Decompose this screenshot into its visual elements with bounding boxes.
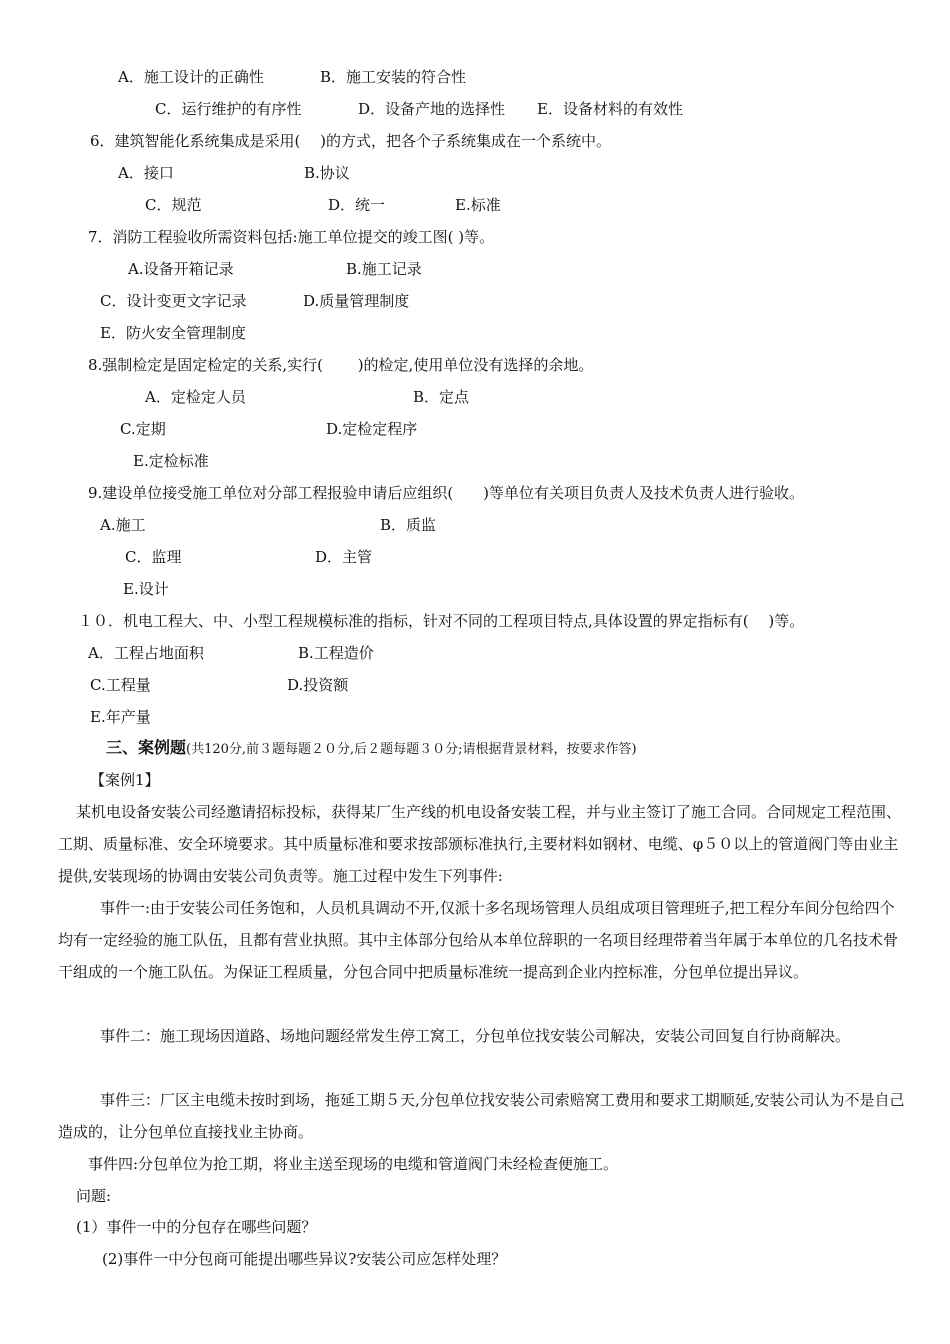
case-question-2: (2)事件一中分包商可能提出哪些异议?安装公司应怎样处理？ <box>102 1250 507 1268</box>
option-e: E．设备材料的有效性 <box>537 100 683 118</box>
option-d: D.质量管理制度 <box>303 292 410 310</box>
option-a: A.施工 <box>100 516 146 534</box>
case-question-1: (1）事件一中的分包存在哪些问题？ <box>76 1218 317 1236</box>
option-d: D．统一 <box>328 196 386 214</box>
section-heading <box>106 738 637 760</box>
question-stem: 8.强制检定是固定检定的关系,实行( )的检定,使用单位没有选择的余地。 <box>88 356 594 374</box>
question-stem: 7．消防工程验收所需资料包括:施工单位提交的竣工图( )等。 <box>88 228 495 246</box>
section-note: (共120分,前３题每题２０分,后２题每题３０分;请根据背景材料，按要求作答) <box>186 742 637 757</box>
option-e: E.定检标准 <box>133 452 209 470</box>
option-b: B．施工安装的符合性 <box>320 68 467 86</box>
event-1: 事件一:由于安装公司任务饱和，人员机具调动不开,仅派十多名现场管理人员组成项目管理班子,把工程分车间分包给四个均有一定经验的施工队伍，且都有营业执照。其中主体部分包给从本单位辞职的一名项目经理带着当年属于本单位的几名技术骨干组成的一个施工队伍。为保证工程质量，分包合同中把质量标准统一提高到企业内控标准，分包单位提出异议。 <box>58 899 899 981</box>
option-a: A．工程占地面积 <box>88 644 204 662</box>
option-a: A．接口 <box>118 164 174 182</box>
option-e: E.年产量 <box>90 708 151 726</box>
option-b: B．定点 <box>413 388 470 406</box>
option-a: A.设备开箱记录 <box>128 260 234 278</box>
event-4: 事件四:分包单位为抢工期，将业主送至现场的电缆和管道阀门未经检查便施工。 <box>88 1155 619 1173</box>
section-title: 三、案例题 <box>106 738 187 757</box>
question-stem: １０．机电工程大、中、小型工程规模标准的指标，针对不同的工程项目特点,具体设置的界定指标有( )等。 <box>78 612 805 630</box>
option-c: C．规范 <box>145 196 202 214</box>
case-label: 【案例1】 <box>90 771 160 789</box>
event-2: 事件二：施工现场因道路、场地问题经常发生停工窝工，分包单位找安装公司解决，安装公司回复自行协商解决。 <box>100 1027 851 1045</box>
questions-label: 问题: <box>76 1187 112 1205</box>
option-b: B．质监 <box>380 516 437 534</box>
option-a: A．施工设计的正确性 <box>118 68 264 86</box>
option-d: D.投资额 <box>287 676 349 694</box>
option-b: B.工程造价 <box>298 644 374 662</box>
option-d: D．设备产地的选择性 <box>358 100 506 118</box>
option-e: E．防火安全管理制度 <box>100 324 246 342</box>
option-e: E.设计 <box>123 580 169 598</box>
option-a: A．定检定人员 <box>145 388 246 406</box>
option-b: B.施工记录 <box>346 260 422 278</box>
option-c: C．监理 <box>125 548 182 566</box>
case-background: 某机电设备安装公司经邀请招标投标，获得某厂生产线的机电设备安装工程，并与业主签订了施工合同。合同规定工程范围、工期、质量标准、安全环境要求。其中质量标准和要求按部颁标准执行,主要材料如钢材、电缆、φ５０以上的管道阀门等由业主提供,安装现场的协调由安装公司负责等。施工过程中发生下列事件: <box>58 803 902 885</box>
question-stem: 6．建筑智能化系统集成是采用( )的方式，把各个子系统集成在一个系统中。 <box>90 132 612 150</box>
question-stem: 9.建设单位接受施工单位对分部工程报验申请后应组织( )等单位有关项目负责人及技术负责人进行验收。 <box>88 484 805 502</box>
option-b: B.协议 <box>304 164 350 182</box>
option-e: E.标准 <box>455 196 501 214</box>
option-d: D．主管 <box>315 548 373 566</box>
option-d: D.定检定程序 <box>326 420 418 438</box>
option-c: C．运行维护的有序性 <box>155 100 302 118</box>
option-c: C.定期 <box>120 420 166 438</box>
option-c: C.工程量 <box>90 676 151 694</box>
event-3: 事件三：厂区主电缆未按时到场，拖延工期５天,分包单位找安装公司索赔窝工费用和要求工期顺延,安装公司认为不是自己造成的，让分包单位直接找业主协商。 <box>58 1091 905 1141</box>
option-c: C．设计变更文字记录 <box>100 292 247 310</box>
